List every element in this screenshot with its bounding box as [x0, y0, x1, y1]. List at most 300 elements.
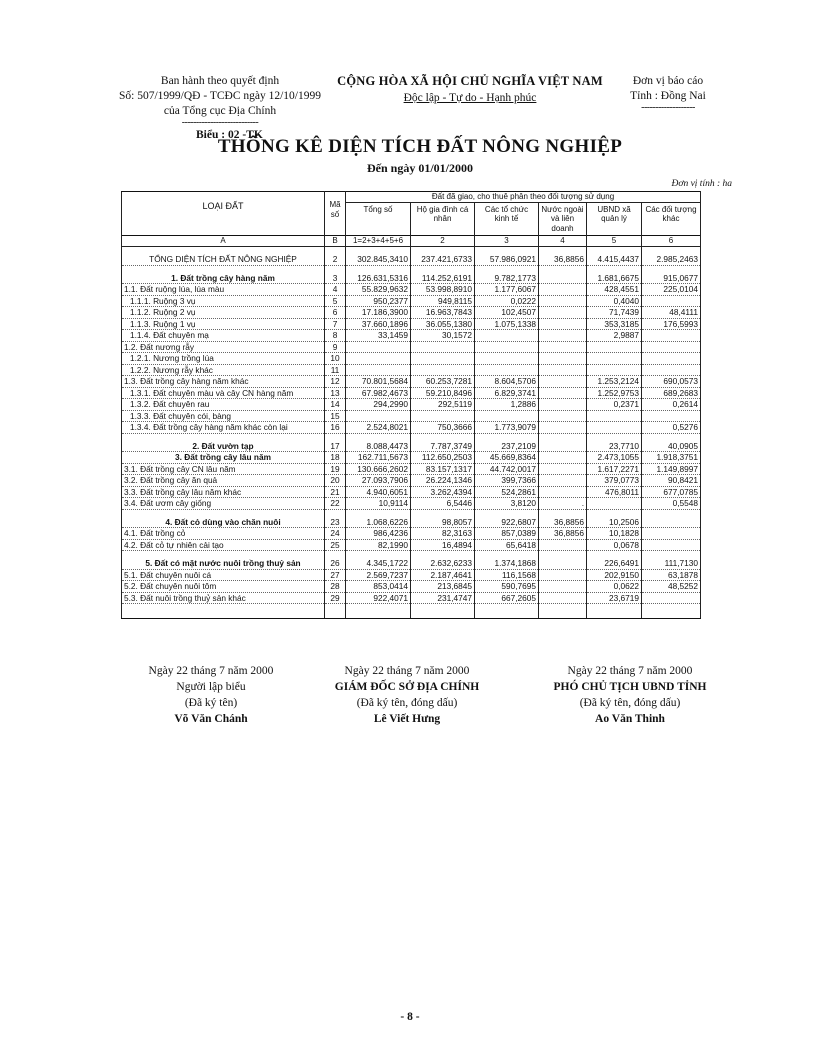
spacer-cell: [587, 604, 642, 612]
value-cell-khac: 677,0785: [642, 486, 701, 498]
table-row: [122, 364, 701, 376]
value-cell-tc: 922,6807: [475, 517, 539, 528]
table-row: [122, 410, 701, 422]
value-cell-tc: 667,2605: [475, 592, 539, 604]
table-row: [122, 452, 701, 464]
code-cell: 20: [325, 475, 346, 487]
value-cell-ub: 202,9150: [587, 569, 642, 581]
spacer-cell: [587, 611, 642, 619]
value-cell-tc: 524,2861: [475, 486, 539, 498]
spacer-cell: [539, 247, 587, 255]
value-cell-tc: 1.773,9079: [475, 422, 539, 434]
value-cell-tc: 237,2109: [475, 441, 539, 452]
header-ubnd: UBND xã quản lý: [587, 202, 642, 235]
table-row: [122, 581, 701, 593]
value-cell-khac: [642, 341, 701, 353]
value-cell-tc: 590,7695: [475, 581, 539, 593]
spacer-cell: [411, 551, 475, 559]
value-cell-tc: 1.177,6067: [475, 284, 539, 296]
spacer-cell: [587, 551, 642, 559]
spacer-cell: [122, 433, 325, 441]
value-cell-ub: [587, 364, 642, 376]
code-cell: 25: [325, 539, 346, 551]
value-cell-ub: 71,7439: [587, 307, 642, 319]
value-cell-tong: 302.845,3410: [346, 254, 411, 265]
table-row: [122, 273, 701, 284]
header-tong-so: Tổng số: [346, 202, 411, 235]
value-cell-nn: [539, 376, 587, 388]
value-cell-khac: 1.149,8997: [642, 463, 701, 475]
value-cell-ub: 10,2506: [587, 517, 642, 528]
value-cell-tc: 1,2886: [475, 399, 539, 411]
value-cell-tc: 399,7366: [475, 475, 539, 487]
value-cell-tong: 55.829,9632: [346, 284, 411, 296]
land-statistics-table: [121, 191, 701, 619]
value-cell-ho: 2.187,4641: [411, 569, 475, 581]
value-cell-nn: [539, 307, 587, 319]
value-cell-nn: [539, 341, 587, 353]
value-cell-ub: 23,6719: [587, 592, 642, 604]
header-loai-dat: LOẠI ĐẤT: [122, 192, 325, 236]
value-cell-khac: 63,1878: [642, 569, 701, 581]
spacer-cell: [587, 509, 642, 517]
value-cell-ho: 112.650,2503: [411, 452, 475, 464]
land-type-name: 1.3.1. Đất chuyên màu và cây CN hàng năm: [122, 387, 325, 399]
value-cell-khac: [642, 592, 701, 604]
table-row: [122, 498, 701, 510]
spacer-cell: [411, 604, 475, 612]
value-cell-ub: 23,7710: [587, 441, 642, 452]
value-cell-ho: 16,4894: [411, 539, 475, 551]
spacer-cell: [325, 265, 346, 273]
value-cell-tong: 126.631,5316: [346, 273, 411, 284]
value-cell-ho: 231,4747: [411, 592, 475, 604]
value-cell-khac: [642, 528, 701, 540]
value-cell-tong: 1.068,6226: [346, 517, 411, 528]
spacer-cell: [325, 604, 346, 612]
value-cell-khac: 176,5993: [642, 318, 701, 330]
code-cell: 28: [325, 581, 346, 593]
value-cell-nn: [539, 284, 587, 296]
code-2: 2: [411, 235, 475, 247]
value-cell-tc: 8.604,5706: [475, 376, 539, 388]
spacer-row: [122, 604, 701, 612]
table-row: [122, 539, 701, 551]
value-cell-ub: 1.253,2124: [587, 376, 642, 388]
spacer-cell: [411, 433, 475, 441]
value-cell-tc: 0,0222: [475, 295, 539, 307]
value-cell-nn: 36,8856: [539, 528, 587, 540]
spacer-cell: [325, 433, 346, 441]
value-cell-nn: [539, 422, 587, 434]
land-type-name: 4.1. Đất trồng cỏ: [122, 528, 325, 540]
land-type-name: 5. Đất có mặt nước nuôi trồng thuỷ sản: [122, 558, 325, 569]
code-cell: 5: [325, 295, 346, 307]
value-cell-tong: 8.088,4473: [346, 441, 411, 452]
value-cell-ho: 6,5446: [411, 498, 475, 510]
value-cell-tc: 65,6418: [475, 539, 539, 551]
value-cell-ub: 2.473,1055: [587, 452, 642, 464]
value-cell-nn: [539, 475, 587, 487]
table-row: [122, 353, 701, 365]
spacer-cell: [411, 265, 475, 273]
value-cell-tong: [346, 364, 411, 376]
value-cell-tc: 6.829,3741: [475, 387, 539, 399]
value-cell-tc: 116,1568: [475, 569, 539, 581]
value-cell-tc: 44.742,0017: [475, 463, 539, 475]
land-type-name: 1.3. Đất trồng cây hàng năm khác: [122, 376, 325, 388]
spacer-cell: [539, 551, 587, 559]
spacer-cell: [475, 265, 539, 273]
value-cell-ub: [587, 353, 642, 365]
value-cell-ub: 1.617,2271: [587, 463, 642, 475]
code-cell: 29: [325, 592, 346, 604]
spacer-cell: [642, 247, 701, 255]
code-cell: 19: [325, 463, 346, 475]
table-row: [122, 592, 701, 604]
value-cell-nn: [539, 592, 587, 604]
code-cell: 22: [325, 498, 346, 510]
value-cell-nn: [539, 410, 587, 422]
signature-date: Ngày 22 tháng 7 năm 2000: [148, 665, 274, 677]
value-cell-ub: 0,0678: [587, 539, 642, 551]
value-cell-ho: 292,5119: [411, 399, 475, 411]
signature-role: GIÁM ĐỐC SỞ ĐỊA CHÍNH: [334, 681, 480, 693]
signature-role: Người lập biểu: [176, 681, 246, 693]
spacer-cell: [346, 247, 411, 255]
land-type-name: 1.1.3. Ruộng 1 vụ: [122, 318, 325, 330]
code-cell: 26: [325, 558, 346, 569]
header-doi-tuong-khac: Các đối tượng khác: [642, 202, 701, 235]
value-cell-khac: 915,0677: [642, 273, 701, 284]
value-cell-tong: 82,1990: [346, 539, 411, 551]
code-cell: 11: [325, 364, 346, 376]
table-row: [122, 441, 701, 452]
table-row: [122, 422, 701, 434]
national-motto: Độc lập - Tự do - Hạnh phúc: [403, 92, 537, 104]
value-cell-ho: 237.421,6733: [411, 254, 475, 265]
value-cell-khac: 689,2683: [642, 387, 701, 399]
value-cell-ub: [587, 341, 642, 353]
value-cell-ub: 10,1828: [587, 528, 642, 540]
table-row: [122, 558, 701, 569]
value-cell-tc: 45.669,8364: [475, 452, 539, 464]
value-cell-khac: 111,7130: [642, 558, 701, 569]
code-cell: 15: [325, 410, 346, 422]
table-row: [122, 376, 701, 388]
value-cell-tc: 57.986,0921: [475, 254, 539, 265]
spacer-cell: [539, 509, 587, 517]
spacer-cell: [475, 247, 539, 255]
decision-line-2: Số: 507/1999/QĐ - TCĐC ngày 12/10/1999: [118, 90, 321, 102]
value-cell-tc: [475, 410, 539, 422]
spacer-cell: [475, 433, 539, 441]
value-cell-ho: [411, 364, 475, 376]
table-row: [122, 475, 701, 487]
land-type-name: 4.2. Đất cỏ tự nhiên cải tạo: [122, 539, 325, 551]
table-row: [122, 318, 701, 330]
spacer-cell: [539, 604, 587, 612]
value-cell-ho: 16.963,7843: [411, 307, 475, 319]
value-cell-ho: 60.253,7281: [411, 376, 475, 388]
land-type-name: 1.2. Đất nương rẫy: [122, 341, 325, 353]
page-title: THỐNG KÊ DIỆN TÍCH ĐẤT NÔNG NGHIỆP: [217, 136, 623, 157]
land-type-name: 1.2.2. Nương rẫy khác: [122, 364, 325, 376]
table-row: [122, 254, 701, 265]
signature-name: Võ Văn Chánh: [174, 713, 248, 725]
value-cell-nn: [539, 441, 587, 452]
decision-line-3: của Tổng cục Địa Chính: [163, 105, 277, 117]
spacer-cell: [539, 433, 587, 441]
value-cell-ho: 83.157,1317: [411, 463, 475, 475]
value-cell-tc: [475, 341, 539, 353]
spacer-row: [122, 551, 701, 559]
value-cell-tong: 950,2377: [346, 295, 411, 307]
value-cell-khac: [642, 539, 701, 551]
value-cell-tong: 294,2990: [346, 399, 411, 411]
value-cell-ho: 26.224,1346: [411, 475, 475, 487]
value-cell-tong: 27.093,7906: [346, 475, 411, 487]
spacer-cell: [587, 247, 642, 255]
unit-label: Đơn vị tính : ha: [671, 179, 732, 189]
signature-date: Ngày 22 tháng 7 năm 2000: [344, 665, 470, 677]
table-row: [122, 387, 701, 399]
spacer-row: [122, 433, 701, 441]
value-cell-ho: 114.252,6191: [411, 273, 475, 284]
table-row: [122, 569, 701, 581]
spacer-row: [122, 247, 701, 255]
spacer-cell: [122, 247, 325, 255]
code-cell: 14: [325, 399, 346, 411]
value-cell-ho: 7.787,3749: [411, 441, 475, 452]
code-cell: 18: [325, 452, 346, 464]
value-cell-tc: 3,8120: [475, 498, 539, 510]
land-type-name: 3.1. Đất trồng cây CN lâu năm: [122, 463, 325, 475]
value-cell-nn: 36,8856: [539, 254, 587, 265]
value-cell-tong: 130.666,2602: [346, 463, 411, 475]
value-cell-tong: 37.660,1896: [346, 318, 411, 330]
table-row: [122, 307, 701, 319]
land-type-name: 5.1. Đất chuyên nuôi cá: [122, 569, 325, 581]
value-cell-nn: [539, 486, 587, 498]
code-cell: 23: [325, 517, 346, 528]
value-cell-nn: [539, 353, 587, 365]
table-row: [122, 341, 701, 353]
value-cell-khac: 48,4111: [642, 307, 701, 319]
spacer-cell: [642, 604, 701, 612]
code-b: B: [325, 235, 346, 247]
land-type-name: 1.1.1. Ruộng 3 vụ: [122, 295, 325, 307]
spacer-row: [122, 509, 701, 517]
value-cell-tc: 102,4507: [475, 307, 539, 319]
code-6: 6: [642, 235, 701, 247]
code-cell: 24: [325, 528, 346, 540]
land-type-name: 2. Đất vườn tạp: [122, 441, 325, 452]
code-1: 1=2+3+4+5+6: [346, 235, 411, 247]
value-cell-tc: 1.374,1868: [475, 558, 539, 569]
code-cell: 8: [325, 330, 346, 342]
spacer-cell: [475, 509, 539, 517]
code-cell: 27: [325, 569, 346, 581]
value-cell-tc: 9.782,1773: [475, 273, 539, 284]
value-cell-ho: 82,3163: [411, 528, 475, 540]
spacer-cell: [642, 433, 701, 441]
value-cell-tong: 17.186,3900: [346, 307, 411, 319]
value-cell-ub: 379,0773: [587, 475, 642, 487]
value-cell-tong: 853,0414: [346, 581, 411, 593]
value-cell-khac: 0,5276: [642, 422, 701, 434]
header-nuoc-ngoai: Nước ngoài và liên doanh: [539, 202, 587, 235]
value-cell-ub: 1.252,9753: [587, 387, 642, 399]
code-cell: 21: [325, 486, 346, 498]
spacer-cell: [122, 604, 325, 612]
spacer-cell: [122, 265, 325, 273]
value-cell-tong: [346, 341, 411, 353]
land-type-name: 1.3.3. Đất chuyên cói, bàng: [122, 410, 325, 422]
land-type-name: 1.1.4. Đất chuyên mạ: [122, 330, 325, 342]
value-cell-khac: 690,0573: [642, 376, 701, 388]
reporting-unit-block: [598, 74, 738, 112]
value-cell-tong: 10,9114: [346, 498, 411, 510]
value-cell-ho: 213,6845: [411, 581, 475, 593]
table-row: [122, 399, 701, 411]
code-cell: 6: [325, 307, 346, 319]
signature-name: Lê Viết Hưng: [373, 713, 441, 725]
value-cell-tong: 2.524,8021: [346, 422, 411, 434]
land-type-name: 1. Đất trồng cây hàng năm: [122, 273, 325, 284]
land-type-name: 4. Đất cỏ dùng vào chăn nuôi: [122, 517, 325, 528]
value-cell-nn: [539, 569, 587, 581]
value-cell-ub: 428,4551: [587, 284, 642, 296]
spacer-cell: [539, 265, 587, 273]
table-row: [122, 528, 701, 540]
value-cell-nn: [539, 399, 587, 411]
spacer-cell: [346, 604, 411, 612]
table-row: [122, 486, 701, 498]
code-cell: 2: [325, 254, 346, 265]
value-cell-tong: 986,4236: [346, 528, 411, 540]
value-cell-nn: .: [539, 498, 587, 510]
value-cell-tong: 162.711,5673: [346, 452, 411, 464]
code-cell: 4: [325, 284, 346, 296]
page-subtitle: Đến ngày 01/01/2000: [366, 161, 473, 175]
table-row: [122, 284, 701, 296]
spacer-cell: [325, 551, 346, 559]
spacer-cell: [475, 611, 539, 619]
code-cell: 3: [325, 273, 346, 284]
spacer-cell: [411, 509, 475, 517]
land-type-name: 3.3. Đất trồng cây lâu năm khác: [122, 486, 325, 498]
value-cell-ub: 4.415,4437: [587, 254, 642, 265]
code-cell: 10: [325, 353, 346, 365]
code-4: 4: [539, 235, 587, 247]
value-cell-ho: [411, 341, 475, 353]
nation-name: CỘNG HÒA XÃ HỘI CHỦ NGHĨA VIỆT NAM: [337, 74, 603, 88]
value-cell-tc: 1.075,1338: [475, 318, 539, 330]
land-type-name: TỔNG DIỆN TÍCH ĐẤT NÔNG NGHIỆP: [122, 254, 325, 265]
value-cell-nn: [539, 318, 587, 330]
spacer-cell: [346, 509, 411, 517]
value-cell-ub: 0,0622: [587, 581, 642, 593]
value-cell-ho: [411, 353, 475, 365]
value-cell-tc: 857,0389: [475, 528, 539, 540]
spacer-cell: [346, 611, 411, 619]
spacer-cell: [539, 611, 587, 619]
issuing-decision-block: [100, 74, 340, 127]
code-cell: 12: [325, 376, 346, 388]
value-cell-khac: [642, 364, 701, 376]
signature-note: (Đã ký tên, đóng dấu): [579, 697, 681, 709]
national-header: [335, 74, 605, 106]
value-cell-ho: 98,8057: [411, 517, 475, 528]
spacer-cell: [642, 551, 701, 559]
spacer-cell: [346, 433, 411, 441]
value-cell-ho: 59.210,8496: [411, 387, 475, 399]
value-cell-khac: 225,0104: [642, 284, 701, 296]
header-group: Đất đã giao, cho thuê phân theo đối tượng sử dụng: [346, 192, 701, 203]
reporting-province: Tỉnh : Đồng Nai: [630, 90, 706, 102]
value-cell-khac: [642, 330, 701, 342]
value-cell-ho: 750,3666: [411, 422, 475, 434]
value-cell-ub: 0,4040: [587, 295, 642, 307]
code-cell: 7: [325, 318, 346, 330]
value-cell-tong: 70.801,5684: [346, 376, 411, 388]
value-cell-tong: 2.569,7237: [346, 569, 411, 581]
header-ma-so: Mã số: [325, 192, 346, 236]
spacer-cell: [475, 551, 539, 559]
spacer-cell: [475, 604, 539, 612]
land-type-name: 3.4. Đất ươm cây giống: [122, 498, 325, 510]
land-type-name: 3.2. Đất trồng cây ăn quả: [122, 475, 325, 487]
decision-line-1: Ban hành theo quyết định: [160, 75, 280, 87]
spacer-cell: [411, 247, 475, 255]
value-cell-ho: [411, 410, 475, 422]
spacer-row: [122, 265, 701, 273]
value-cell-ho: 2.632,6233: [411, 558, 475, 569]
value-cell-ub: 0,2371: [587, 399, 642, 411]
page-number: - 8 -: [400, 1011, 420, 1023]
land-type-name: 1.2.1. Nương trồng lúa: [122, 353, 325, 365]
spacer-cell: [122, 611, 325, 619]
value-cell-tong: [346, 410, 411, 422]
code-cell: 13: [325, 387, 346, 399]
signature-date: Ngày 22 tháng 7 năm 2000: [567, 665, 693, 677]
land-type-name: 1.1.2. Ruộng 2 vụ: [122, 307, 325, 319]
value-cell-nn: [539, 273, 587, 284]
value-cell-nn: [539, 463, 587, 475]
signature-vice-chairman: [515, 663, 745, 727]
code-5: 5: [587, 235, 642, 247]
value-cell-ho: 30,1572: [411, 330, 475, 342]
land-type-name: 1.3.2. Đất chuyên rau: [122, 399, 325, 411]
value-cell-khac: [642, 295, 701, 307]
land-type-name: 5.2. Đất chuyên nuôi tôm: [122, 581, 325, 593]
value-cell-tc: [475, 353, 539, 365]
spacer-cell: [642, 611, 701, 619]
reporting-unit-label: Đơn vị báo cáo: [632, 75, 704, 87]
spacer-cell: [325, 509, 346, 517]
value-cell-khac: [642, 410, 701, 422]
value-cell-tong: 4.345,1722: [346, 558, 411, 569]
code-cell: 17: [325, 441, 346, 452]
value-cell-nn: [539, 581, 587, 593]
land-type-name: 3. Đất trồng cây lâu năm: [122, 452, 325, 464]
table-row: [122, 330, 701, 342]
value-cell-ho: 36.055,1380: [411, 318, 475, 330]
form-code: Biểu : 02 -TK: [196, 129, 263, 141]
value-cell-tong: 67.982,4673: [346, 387, 411, 399]
signature-note: (Đã ký tên, đóng dấu): [356, 697, 458, 709]
